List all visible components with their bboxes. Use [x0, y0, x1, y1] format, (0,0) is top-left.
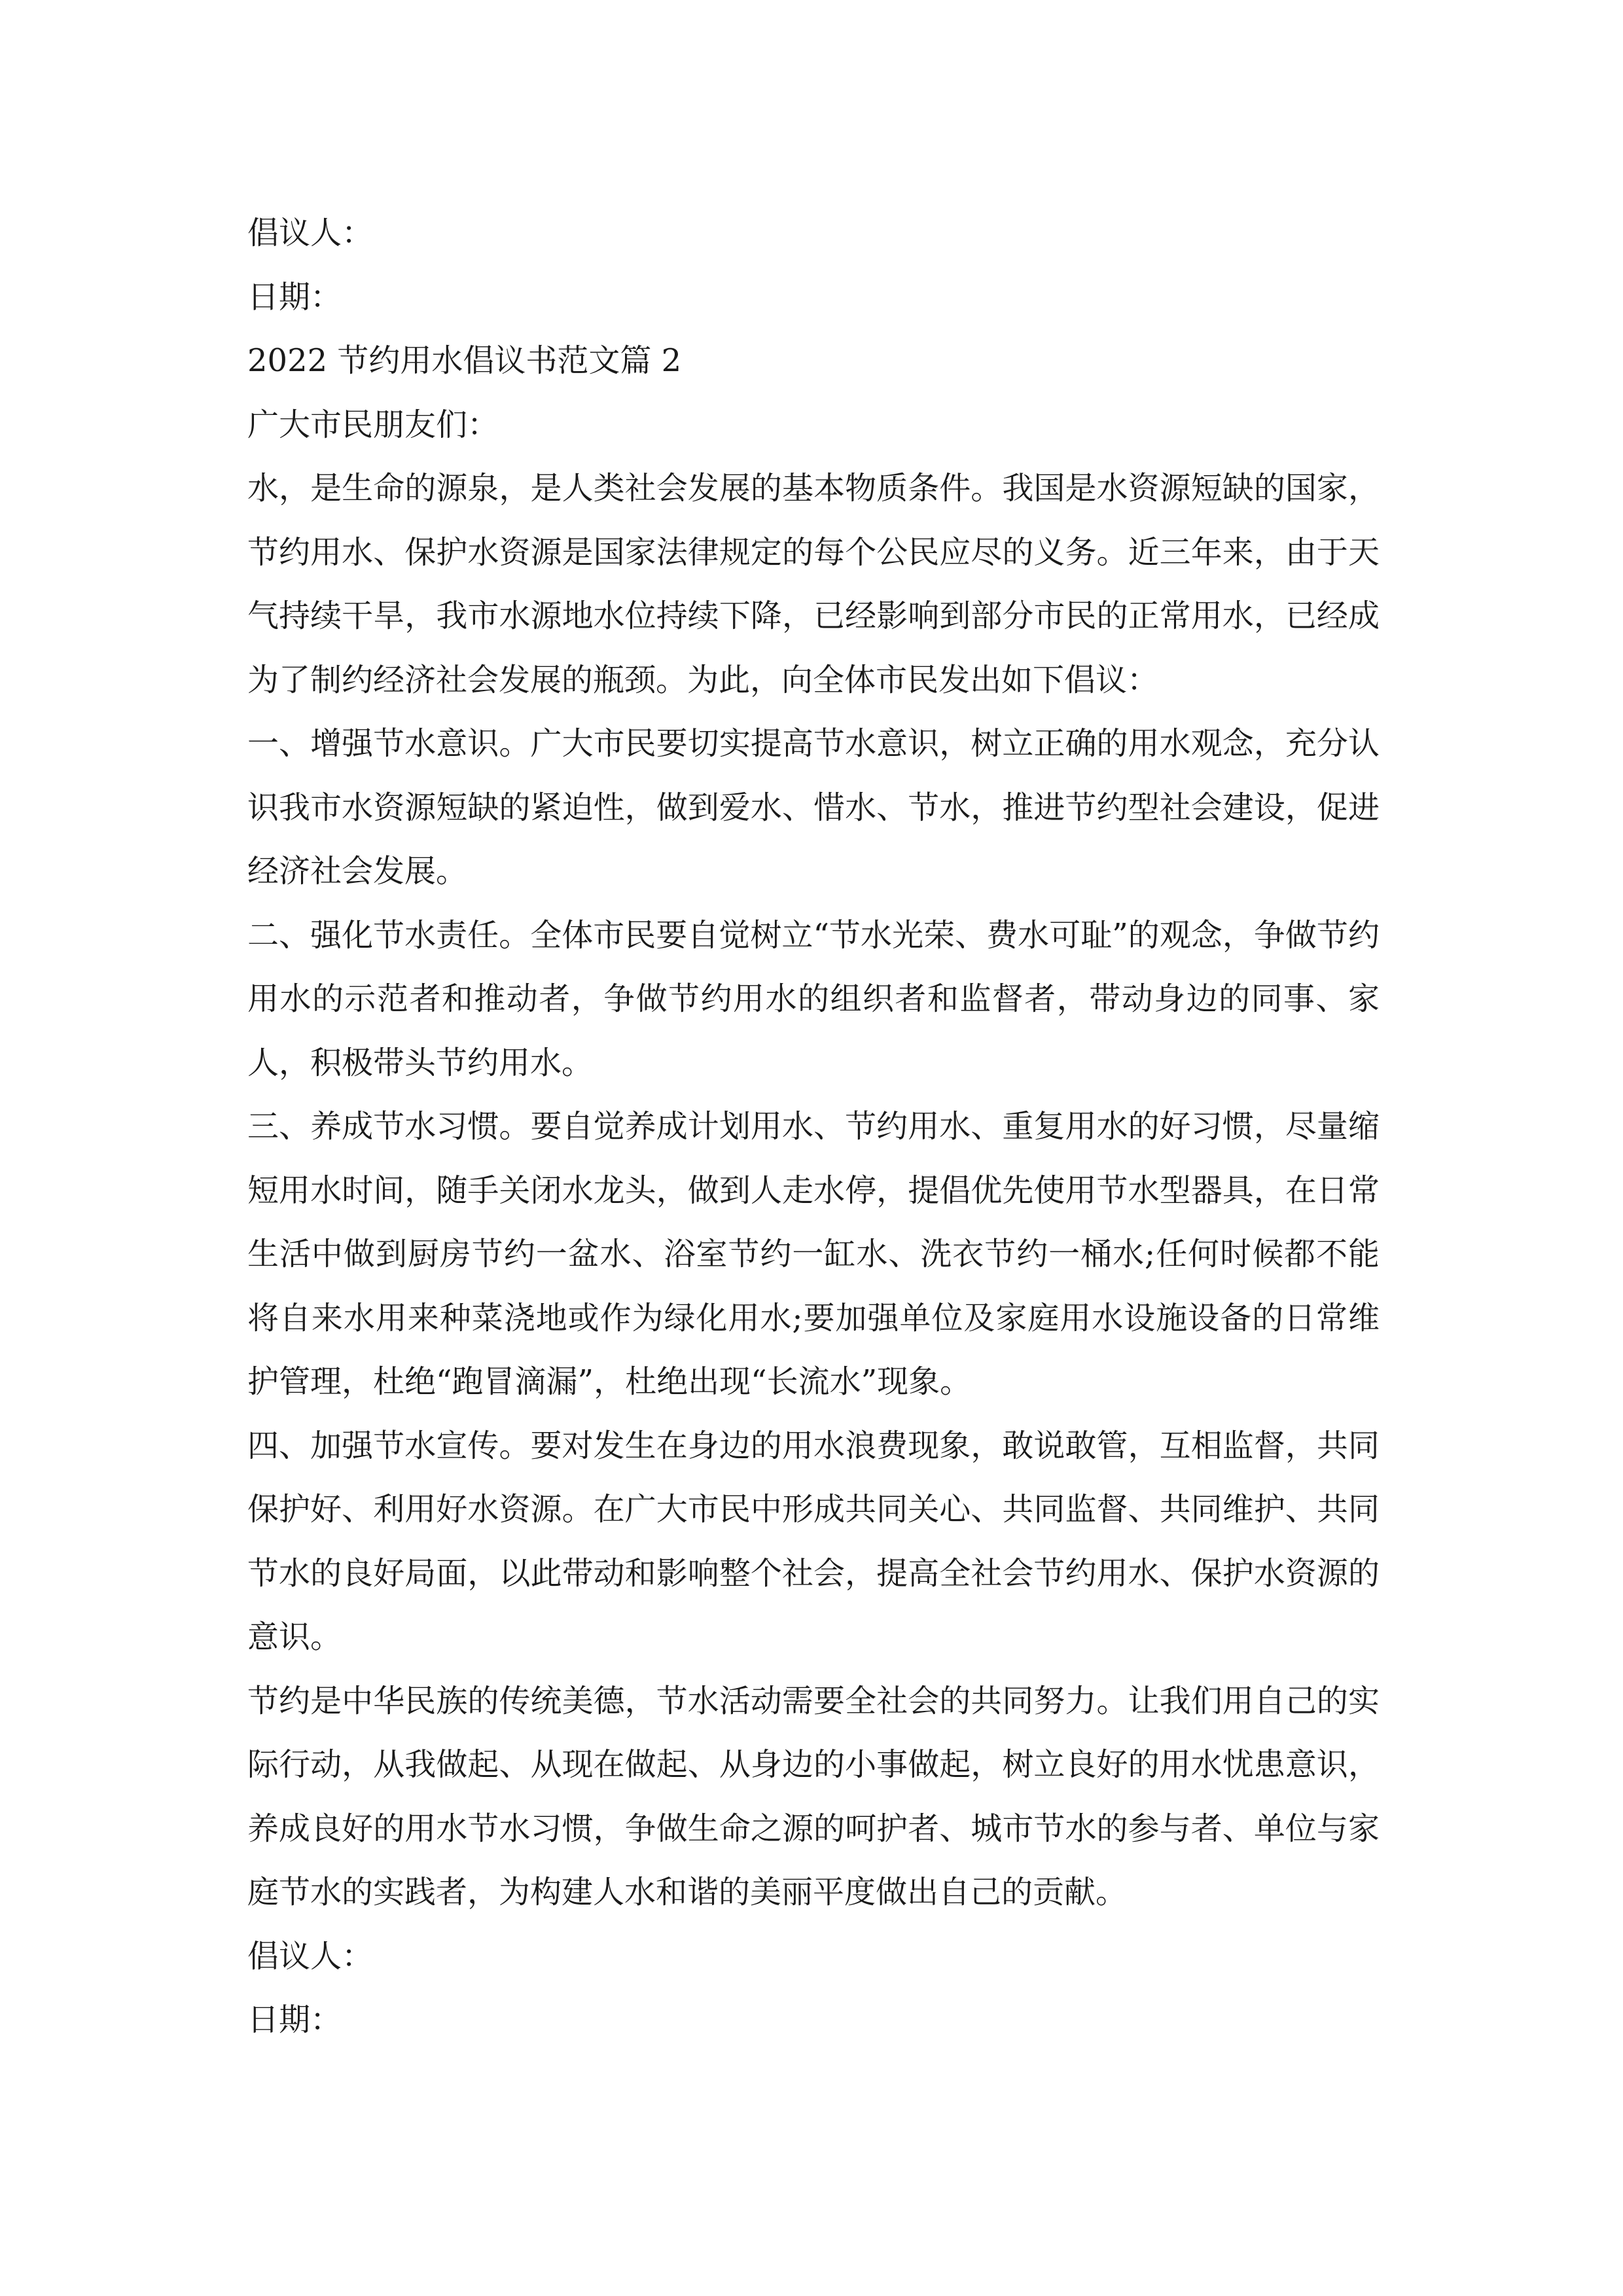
paragraph-point-2: 二、强化节水责任。全体市民要自觉树立“节水光荣、费水可耻”的观念，争做节约用水的示范者和推动者，争做节约用水的组织者和监督者，带动身边的同事、家人，积极带头节约用水。 — [247, 916, 1380, 1081]
paragraph-point-1: 一、增强节水意识。广大市民要切实提高节水意识，树立正确的用水观念，充分认识我市水资源短缺的紧迫性，做到爱水、惜水、节水，推进节约型社会建设，促进经济社会发展。 — [247, 725, 1380, 889]
date-label: 日期： — [247, 278, 342, 315]
paragraph-intro: 水，是生命的源泉，是人类社会发展的基本物质条件。我国是水资源短缺的国家，节约用水、保护水资源是国家法律规定的每个公民应尽的义务。近三年来，由于天气持续干旱，我市水源地水位持续下降，已经影响到部分市民的正常用水，已经成为了制约经济社会发展的瓶颈。为此，向全体市民发出如下倡议： — [247, 470, 1380, 698]
paragraph-point-3: 三、养成节水习惯。要自觉养成计划用水、节约用水、重复用水的好习惯，尽量缩短用水时间，随手关闭水龙头，做到人走水停，提倡优先使用节水型器具，在日常生活中做到厨房节约一盆水、浴室节约一缸水、洗衣节约一桶水;任何时候都不能将自来水用来种菜浇地或作为绿化用水;要加强单位及家庭用水设施设备的日常维护管理，杜绝“跑冒滴漏”，杜绝出现“长流水”现象。 — [247, 1108, 1380, 1400]
document-body — [247, 202, 1380, 2053]
section-title: 2022 节约用水倡议书范文篇 2 — [247, 342, 682, 379]
closing-date-label: 日期： — [247, 2001, 342, 2038]
paragraph-point-4: 四、加强节水宣传。要对发生在身边的用水浪费现象，敢说敢管，互相监督，共同保护好、利用好水资源。在广大市民中形成共同关心、共同监督、共同维护、共同节水的良好局面，以此带动和影响整个社会，提高全社会节约用水、保护水资源的意识。 — [247, 1427, 1380, 1655]
closing-initiator-label: 倡议人： — [247, 1937, 374, 1975]
salutation: 广大市民朋友们： — [247, 406, 499, 443]
paragraph-conclusion: 节约是中华民族的传统美德，节水活动需要全社会的共同努力。让我们用自己的实际行动，从我做起、从现在做起、从身边的小事做起，树立良好的用水忧患意识，养成良好的用水节水习惯，争做生命之源的呵护者、城市节水的参与者、单位与家庭节水的实践者，为构建人水和谐的美丽平度做出自己的贡献。 — [247, 1682, 1380, 1910]
initiator-label: 倡议人： — [247, 215, 374, 251]
